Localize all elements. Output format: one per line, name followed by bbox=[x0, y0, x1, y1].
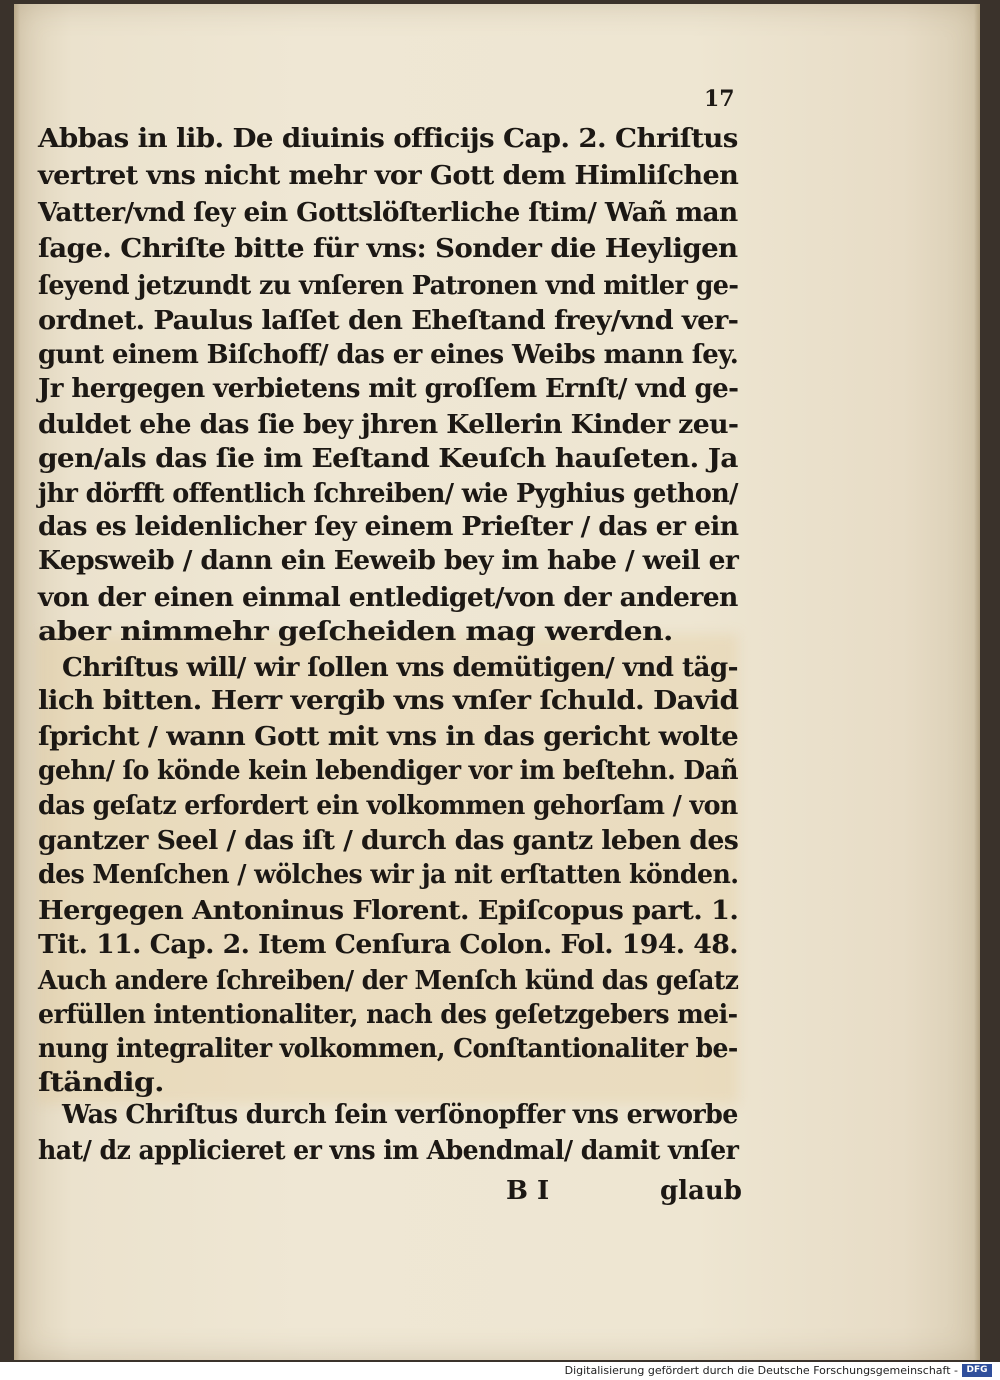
text-line: gehn/ ſo könde kein lebendiger vor im beſtehn. Dañ bbox=[38, 756, 738, 786]
text-line: nung integraliter volkommen, Conſtantionaliter be- bbox=[38, 1034, 738, 1064]
catchword: glaub bbox=[660, 1176, 742, 1206]
text-line: Tit. 11. Cap. 2. Item Cenſura Colon. Fol. 194. 48. bbox=[38, 930, 738, 960]
text-line: Hergegen Antoninus Florent. Epiſcopus part. 1. bbox=[38, 896, 739, 926]
text-line: jhr dörfft offentlich ſchreiben/ wie Pyghius gethon/ bbox=[38, 479, 738, 509]
folio-number: 17 bbox=[704, 86, 735, 112]
text-line: ſeyend jetzundt zu vnſeren Patronen vnd mitler ge- bbox=[38, 271, 739, 301]
text-line: ſtändig. bbox=[38, 1068, 164, 1098]
text-line: Jr hergegen verbietens mit groſſem Ernſt/ vnd ge- bbox=[38, 374, 739, 404]
text-line: gen/als das ſie im Eeſtand Keuſch hauſeten. Ja bbox=[38, 444, 738, 474]
page-edge-right bbox=[974, 4, 980, 1360]
text-line: von der einen einmal entlediget/von der anderen bbox=[38, 583, 738, 613]
text-line: das es leidenlicher ſey einem Prieſter / das er ein bbox=[38, 512, 739, 542]
text-line: hat/ dz applicieret er vns im Abendmal/ damit vnſer bbox=[38, 1136, 739, 1166]
text-line: des Menſchen / wölches wir ja nit erſtatten könden. bbox=[38, 860, 739, 890]
text-line: gantzer Seel / das iſt / durch das gantz leben des bbox=[38, 826, 739, 856]
text-line: Was Chriſtus durch ſein verſönopffer vns erworbe bbox=[62, 1100, 738, 1130]
text-line: Auch andere ſchreiben/ der Menſch künd das geſatz bbox=[38, 966, 739, 996]
text-line: ordnet. Paulus laſſet den Eheſtand frey/vnd ver- bbox=[38, 306, 739, 336]
text-line: gunt einem Biſchoff/ das er eines Weibs mann ſey. bbox=[38, 340, 739, 370]
text-line: duldet ehe das ſie bey jhren Kellerin Kinder zeu- bbox=[38, 410, 739, 440]
page-edge-left bbox=[14, 4, 20, 1360]
dfg-logo: DFG bbox=[962, 1364, 992, 1377]
text-line: Chriſtus will/ wir ſollen vns demütigen/ vnd täg- bbox=[62, 653, 738, 683]
text-line: lich bitten. Herr vergib vns vnſer ſchuld. David bbox=[38, 686, 739, 716]
text-line: ſage. Chriſte bitte für vns: Sonder die Heyligen bbox=[38, 234, 738, 264]
text-line: ſpricht / wann Gott mit vns in das gericht wolte bbox=[38, 722, 739, 752]
footer-credit: Digitalisierung gefördert durch die Deutsche Forschungsgemeinschaft - bbox=[564, 1364, 958, 1377]
text-line: Abbas in lib. De diuinis officijs Cap. 2. Chriſtus bbox=[38, 124, 738, 154]
text-line: Kepsweib / dann ein Eeweib bey im habe / weil er bbox=[38, 546, 739, 576]
signature-mark: B I bbox=[506, 1176, 550, 1206]
footer-bar bbox=[0, 1362, 1000, 1380]
text-line: Vatter/vnd ſey ein Gottslöſterliche ſtim/ Wañ man bbox=[38, 198, 738, 228]
text-line: vertret vns nicht mehr vor Gott dem Himliſchen bbox=[38, 161, 739, 191]
text-line: das geſatz erfordert ein volkommen gehorſam / von bbox=[38, 791, 738, 821]
text-line: aber nimmehr geſcheiden mag werden. bbox=[38, 617, 673, 647]
text-line: erfüllen intentionaliter, nach des geſetzgebers mei- bbox=[38, 1000, 738, 1030]
